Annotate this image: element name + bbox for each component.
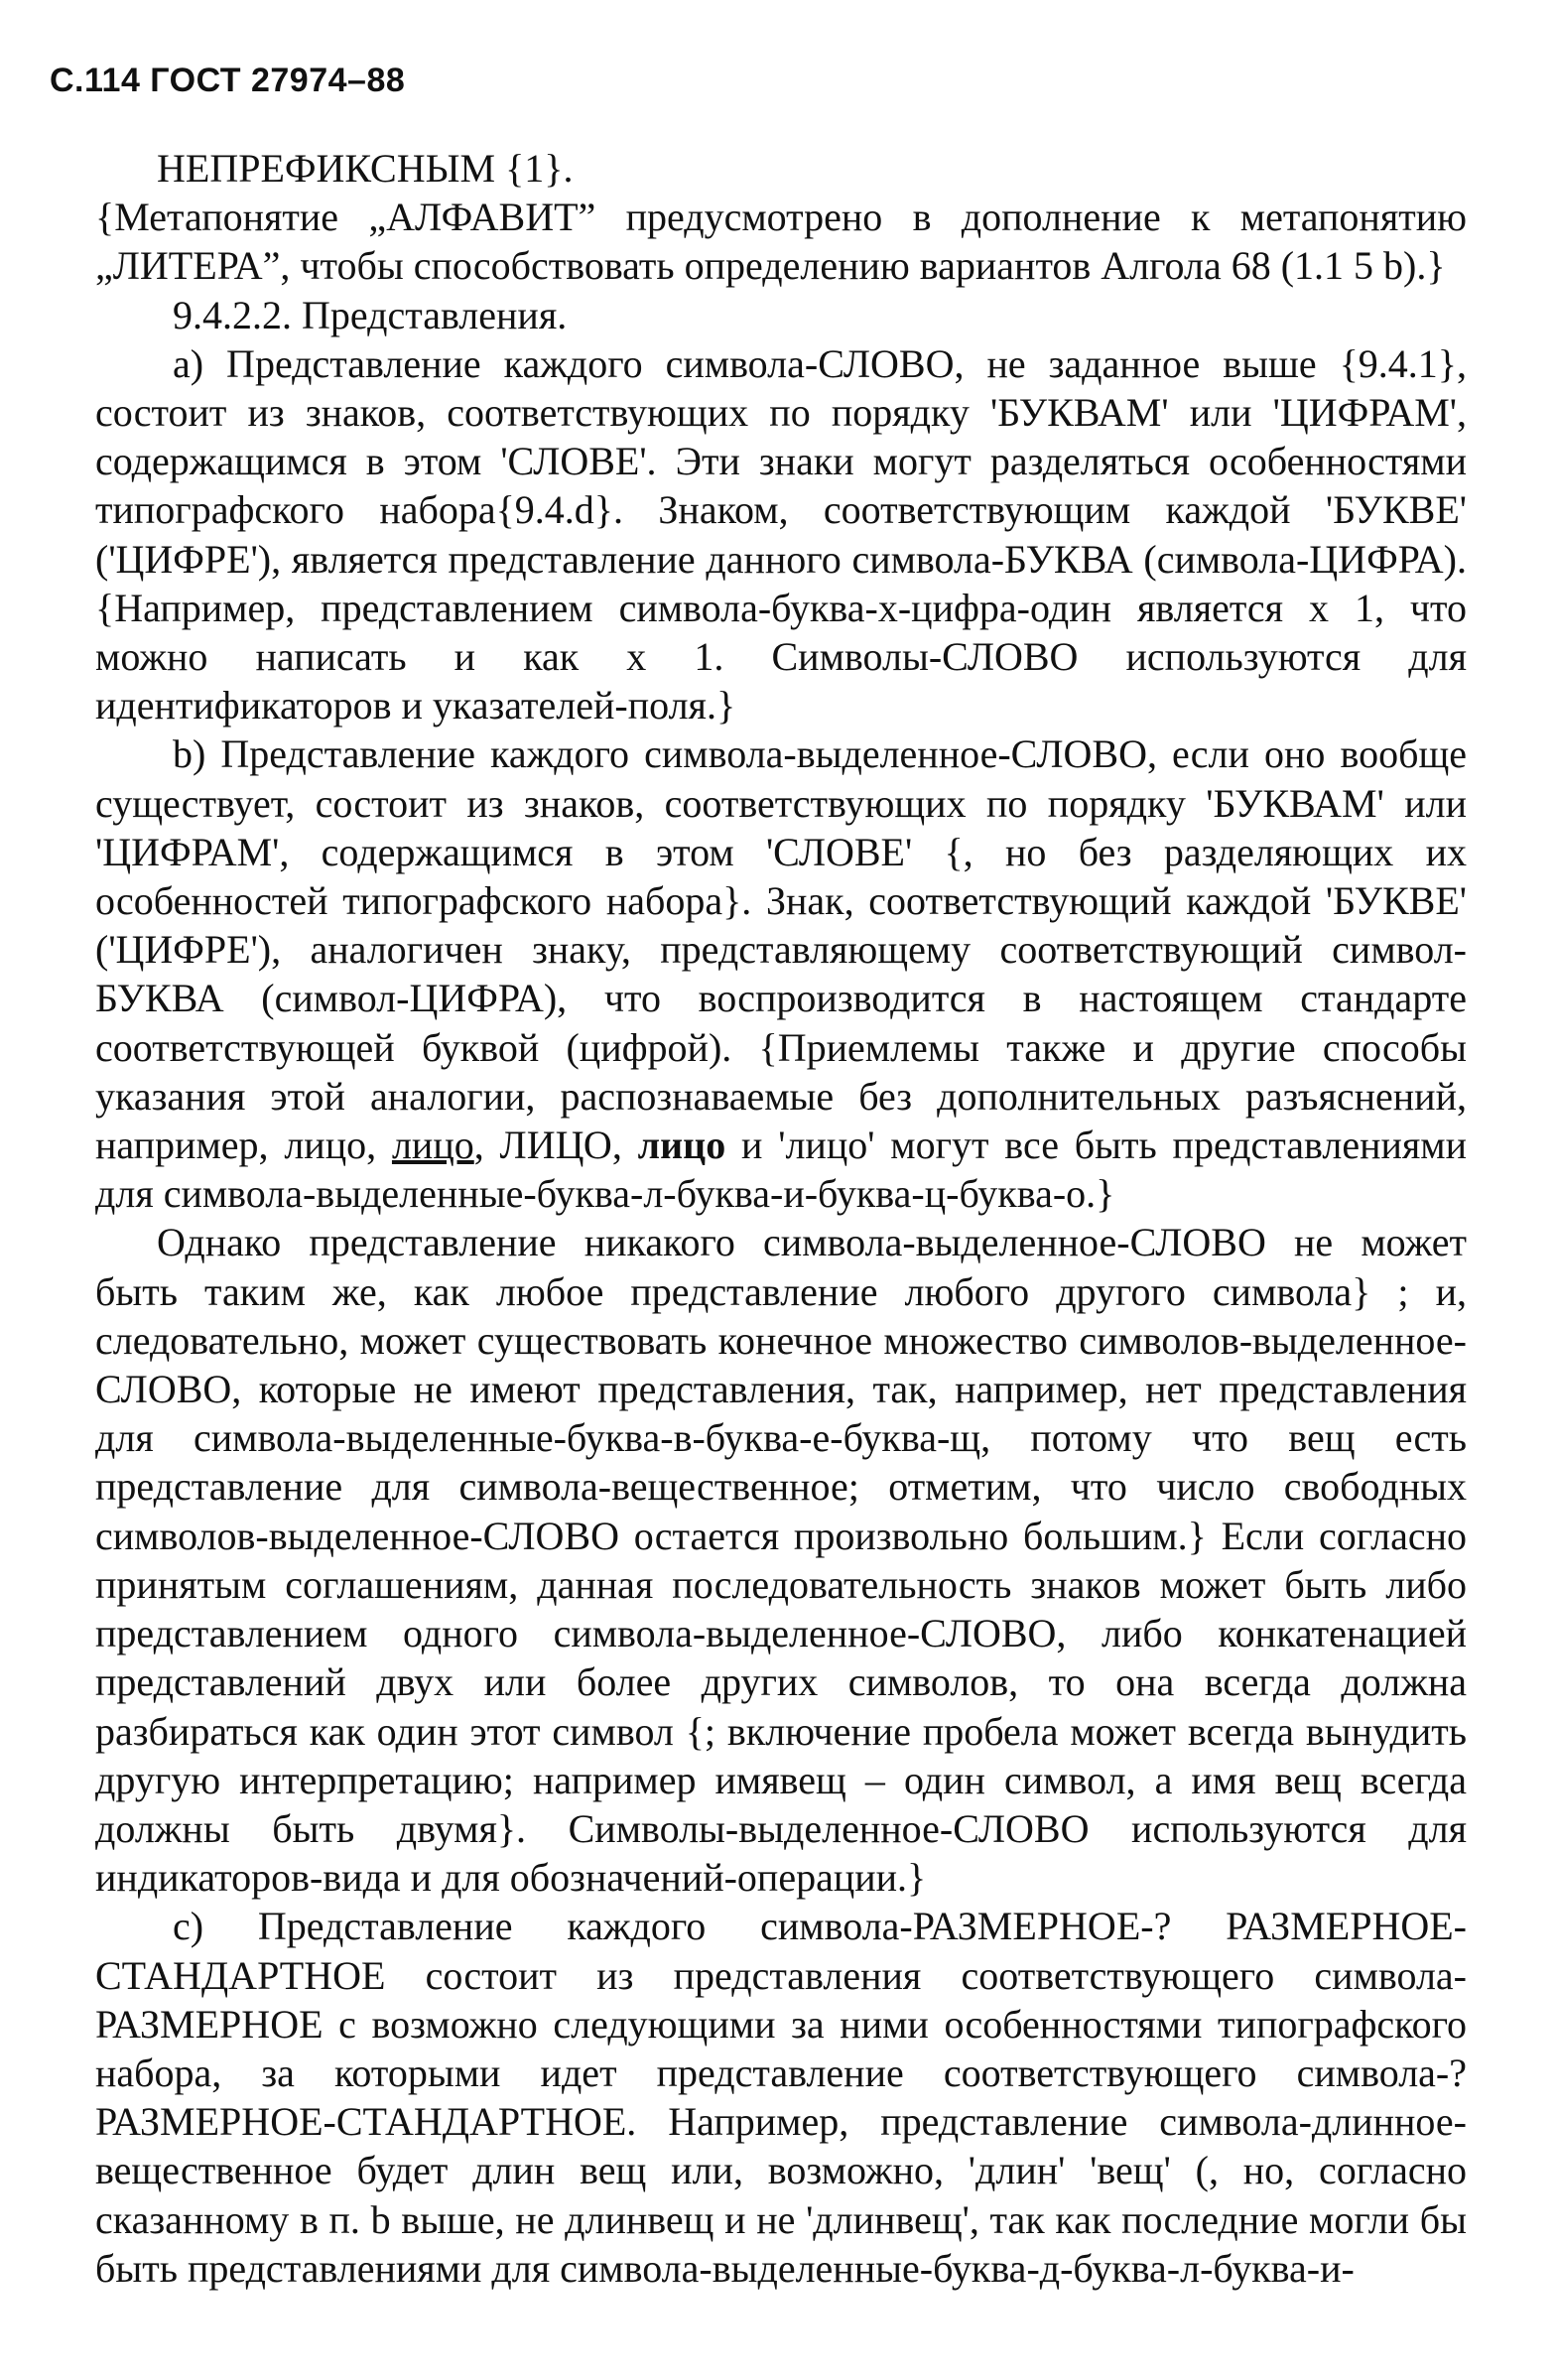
paragraph-5 xyxy=(95,729,1467,1218)
underlined-word: лицо xyxy=(391,1123,474,1168)
paragraph-4: а) Представление каждого символа-СЛОВО, не заданное выше {9.4.1}, состоит из знаков, соответствующих по порядку 'БУКВАМ' или 'ЦИФРАМ', содержащимся в этом 'СЛОВЕ'. Эти знаки могут разделяться особенностями типографского набора{9.4.d}. Знаком, соответствующим каждой 'БУКВЕ' ('ЦИФРЕ'), является представление данного символа-БУКВА (символа-ЦИФРА). {Например, представлением символа-буква-х-цифра-один является х 1, что можно написать и как х 1. Символы-СЛОВО используются для идентификаторов и указателей-поля.} xyxy=(95,340,1467,728)
paragraph-5-mid: , ЛИЦО, xyxy=(473,1123,622,1168)
paragraph-3: 9.4.2.2. Представления. xyxy=(173,292,568,337)
paragraph-5-text: b) Представление каждого символа-выделенное-СЛОВО, если оно вообще существует, состоит из знаков, соответствующих по порядку 'БУКВАМ' или 'ЦИФРАМ', содержащимся в этом 'СЛОВЕ' {, но без разделяющих их особенностей типографского набора}. Знак, соответствующий каждой 'БУКВЕ' ('ЦИФРЕ'), аналогичен знаку, представляющему соответствующий символ-БУКВА (символ-ЦИФРА), что воспроизводится в настоящем стандарте соответствующей буквой (цифрой). {Приемлемы также и другие способы указания этой аналогии, распознаваемые без дополнительных разъяснений, например, лицо, xyxy=(95,731,1467,1168)
paragraph-6: Однако представление никакого символа-выделенное-СЛОВО не может быть таким же, как любое представление любого другого символа} ; и, следовательно, может существовать конечное множество символов-выделенное-СЛОВО, которые не имеют представления, так, например, нет представления для символа-выделенные-буква-в-буква-е-буква-щ, потому что вещ есть представление для символа-вещественное; отметим, что число свободных символов-выделенное-СЛОВО остается произвольно большим.} Если согласно принятым соглашениям, данная последовательность знаков может быть либо представлением одного символа-выделенное-СЛОВО, либо конкатенацией представлений двух или более других символов, то она всегда должна разбираться как один этот символ {; включение пробела может всегда вынудить другую интерпретацию; например имявещ – один символ, а имя вещ всегда должны быть двумя}. Символы-выделенное-СЛОВО используются для индикаторов-вида и для обозначений-операции.} xyxy=(95,1220,1467,1901)
paragraph-7: с) Представление каждого символа-РАЗМЕРНОЕ-? РАЗМЕРНОЕ-СТАНДАРТНОЕ состоит из представления соответствующего символа-РАЗМЕРНОЕ с возможно следующими за ними особенностями типографского набора, за которыми идет представление соответствующего символа-?РАЗМЕРНОЕ-СТАНДАРТНОЕ. Например, представление символа-длинное-вещественное будет длин вещ или, возможно, 'длин' 'вещ' (, но, согласно сказанному в п. b выше, не длинвещ и не 'длинвещ', так как последние могли бы быть представлениями для символа-выделенные-буква-д-буква-л-буква-и- xyxy=(95,1904,1467,2291)
paragraph-5-end: и 'лицо' могут все быть представлениями для символа-выделенные-буква-л-буква-и-буква-ц-буква-о.} xyxy=(95,1123,1468,1217)
page-header: С.114 ГОСТ 27974–88 xyxy=(50,62,406,99)
document-body xyxy=(95,144,1467,2293)
bold-word: лицо xyxy=(637,1123,726,1168)
paragraph-2: {Метапонятие „АЛФАВИТ” предусмотрено в дополнение к метапонятию „ЛИТЕРА”, чтобы способствовать определению вариантов Алгола 68 (1.1 5 b).} xyxy=(95,195,1467,289)
paragraph-1: НЕПРЕФИКСНЫМ {1}. xyxy=(157,146,574,191)
